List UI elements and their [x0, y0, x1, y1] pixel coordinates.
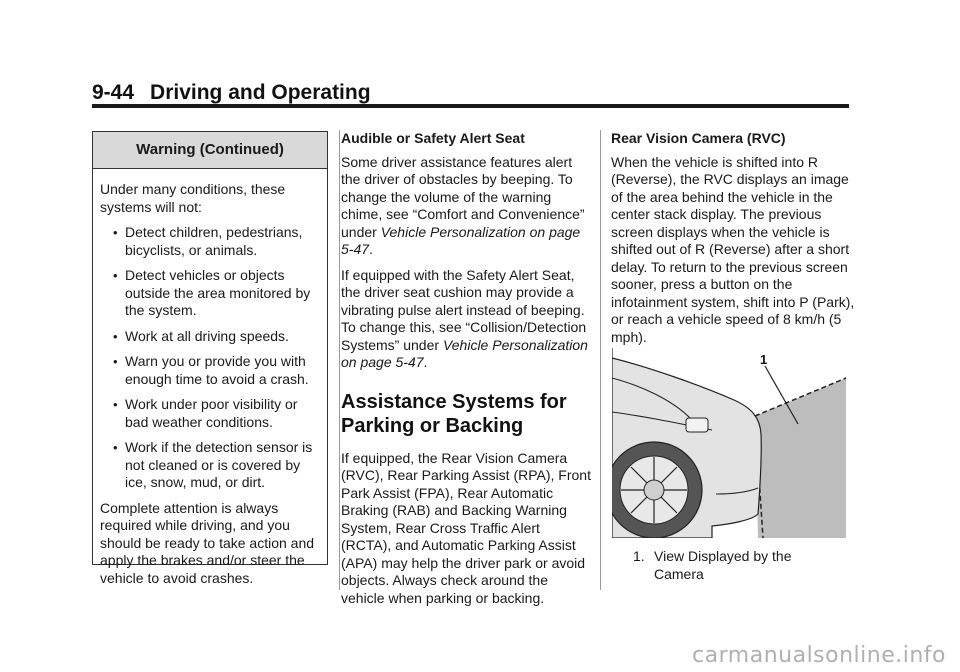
rvc-paragraph: When the vehicle is shifted into R (Reverse), the RVC displays an image of the area behind the vehicle in the center stack display. The previous screen displays when the vehicle is shifted out of R (Reverse) after a short delay. To return to the previous screen sooner, press a button on the infotainment system, shift into P (Park), or reach a vehicle speed of 8 km/h (5 mph).: [611, 153, 855, 345]
warning-bullet-text: Work at all driving speeds.: [125, 327, 289, 344]
page-number: 9-44: [92, 81, 135, 104]
section-heading: Assistance Systems for Parking or Backing: [341, 390, 567, 437]
warning-bullet: [100, 328, 318, 346]
warning-bullet: [100, 396, 318, 431]
bullet-icon: •: [113, 268, 118, 283]
warning-bullet: [100, 267, 318, 320]
alert-seat-subheading: Audible or Safety Alert Seat: [341, 130, 525, 146]
warning-box: [92, 131, 328, 586]
paragraph-text: If equipped with the Safety Alert Seat, the driver seat cushion may provide a vibrating pulse alert instead of beeping. To change this, see “Collision/Detection Systems” under: [341, 266, 587, 353]
warning-bullet-text: Warn you or provide you with enough time to avoid a crash.: [125, 353, 309, 387]
assistance-systems-paragraph: If equipped, the Rear Vision Camera (RVC), Rear Parking Assist (RPA), Front Park Assist (FPA), Rear Automatic Braking (RAB) and Backing Warning System, Rear Cross Traffic Alert (RCTA), and Automatic Parking Assist (APA) may help the driver park or avoid objects. Always check around the vehicle when parking or backing.: [341, 449, 591, 606]
warning-bullet: [100, 224, 318, 259]
column-divider-2: [600, 130, 601, 590]
header-rule: [92, 104, 849, 108]
paragraph-end: .: [423, 354, 428, 370]
bullet-icon: •: [113, 328, 118, 344]
warning-bullet-text: Detect vehicles or objects outside the area monitored by the system.: [125, 267, 311, 318]
rear-vision-camera-illustration: [612, 348, 850, 538]
column-divider-1: [339, 130, 340, 590]
warning-title: Warning (Continued): [93, 132, 327, 169]
license-plate: [686, 418, 708, 432]
bullet-icon: •: [113, 225, 118, 240]
rvc-subheading: Rear Vision Camera (RVC): [611, 130, 786, 146]
cross-reference-link[interactable]: Vehicle Personalization on page 5-47: [341, 336, 588, 370]
cross-reference-link[interactable]: Vehicle Personalization on page 5-47: [341, 223, 581, 257]
paragraph-text: Some driver assistance features alert the driver of obstacles by beeping. To change the volume of the warning chime, see “Comfort and Convenience” under: [341, 153, 585, 240]
warning-bullet: [100, 439, 318, 492]
alert-seat-paragraph-1: [341, 154, 591, 259]
section-title: Driving and Operating: [150, 81, 371, 104]
alert-seat-paragraph-2: [341, 267, 591, 372]
figure-caption: [633, 548, 853, 583]
callout-label: 1: [760, 352, 768, 367]
watermark: carmanualsonline.info: [692, 643, 946, 668]
warning-bullet-text: Work under poor visibility or bad weather conditions.: [125, 396, 298, 430]
bullet-icon: •: [113, 397, 118, 412]
caption-number: 1.: [633, 548, 645, 564]
warning-list: [100, 224, 318, 492]
warning-bullet-text: Detect children, pedestrians, bicyclists, or animals.: [125, 224, 303, 258]
caption-line-1: View Displayed by the: [654, 548, 792, 564]
warning-bullet: [100, 353, 318, 388]
warning-bullet-text: Work if the detection sensor is not cleaned or is covered by ice, snow, mud, or dirt.: [125, 439, 313, 490]
warning-body: [93, 169, 327, 587]
bullet-icon: •: [113, 354, 118, 369]
page-header: [92, 80, 848, 106]
paragraph-end: .: [369, 241, 373, 257]
warning-closing: Complete attention is always required while driving, and you should be ready to take action and apply the brakes and/or steer the vehicle to avoid crashes.: [100, 499, 315, 586]
column-right: [611, 130, 856, 354]
warning-intro: Under many conditions, these systems will not:: [100, 181, 286, 215]
column-middle: [341, 130, 591, 615]
caption-line-2: Camera: [654, 565, 704, 582]
bullet-icon: •: [113, 440, 118, 455]
